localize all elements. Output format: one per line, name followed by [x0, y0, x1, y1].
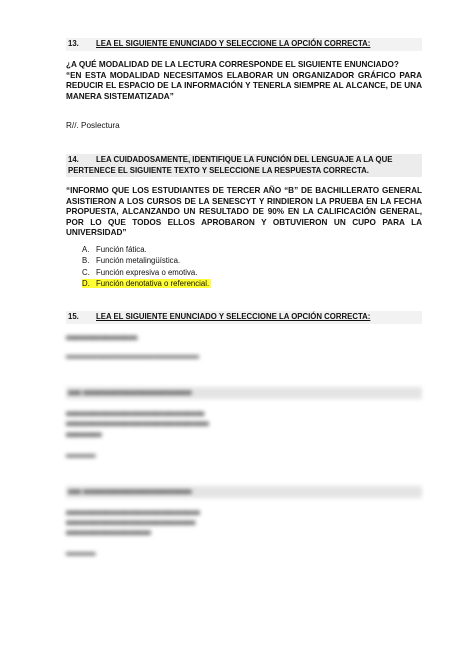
- correct-answer-highlight: D. Función denotativa o referencial.: [82, 278, 210, 288]
- question-14-instruction: LEA CUIDADOSAMENTE, IDENTIFIQUE LA FUNCIÓN DEL LENGUAJE A LA QUE PERTENECE EL SIGUIENTE TEXTO Y SELECCIONE LA RESPUESTA CORRECTA.: [68, 155, 393, 175]
- question-15-header: [66, 311, 422, 324]
- question-13-answer: R//. Poslectura: [66, 121, 120, 130]
- question-13-question: ¿A QUÉ MODALIDAD DE LA LECTURA CORRESPONDE EL SIGUIENTE ENUNCIADO?: [66, 60, 399, 69]
- question-13-text: [66, 60, 422, 102]
- question-15-instruction: LEA EL SIGUIENTE ENUNCIADO Y SELECCIONE LA OPCIÓN CORRECTA:: [96, 312, 371, 321]
- question-13-instruction: LEA EL SIGUIENTE ENUNCIADO Y SELECCIONE LA OPCIÓN CORRECTA:: [96, 39, 371, 48]
- option-b: B. Función metalingüística.: [82, 256, 181, 266]
- question-15-number: 15.: [68, 312, 79, 321]
- question-13-header: [66, 38, 422, 51]
- option-d-correct: [82, 278, 211, 289]
- question-14-header: [66, 154, 422, 177]
- question-14-number: 14.: [68, 155, 79, 164]
- option-a: A. Función fática.: [82, 245, 147, 254]
- question-14-options: [82, 244, 211, 289]
- option-c: C. Función expresiva o emotiva.: [82, 267, 198, 277]
- question-13-number: 13.: [68, 39, 79, 48]
- question-13-quote: “EN ESTA MODALIDAD NECESITAMOS ELABORAR UN ORGANIZADOR GRÁFICO PARA REDUCIR EL ESPACIO DE LA INFORMACIÓN Y TENERLA SIEMPRE AL ALCANCE, DE UNA MANERA SISTEMATIZADA”: [66, 70, 422, 101]
- blurred-content: ■■■■■■■■■■■■■■■■ ▬▬▬▬▬▬▬▬▬▬▬▬▬▬▬▬▬▬ ■■■ ■■■■■■■■■■■■■■■■■■■■■■■■■ ■■■■■■■■■■■■■■■■■■■■■■■■■■■■■■■ ■■■■■■■■■■■■■■■■■■■■■■■■■■■■■■■■ ■■■■■■■■ ▬▬▬▬ ■■■ ■■■■■■■■■■■■■■■■■■■■■■■■■ ■■■■■■■■■■■■■■■■■■■■■■■■■■■■■■ ■■■■■■■■■■■■■■■■■■■■■■■■■■■■■ ■■■■■■■■■■■■■■■■■■■ ▬▬▬▬: [66, 333, 422, 558]
- question-14-quote: “INFORMO QUE LOS ESTUDIANTES DE TERCER AÑO “B” DE BACHILLERATO GENERAL ASISTIERON A LOS CURSOS DE LA SENESCYT Y RINDIERON LA PRUEBA EN LA FECHA PROPUESTA, ALCANZANDO UN RESULTADO DE 90% EN LA CALIFICACIÓN GENERAL, POR LO QUE TODOS ELLOS APROBARON Y OBTUVIERON UN CUPO PARA LA UNIVERSIDAD”: [66, 186, 422, 238]
